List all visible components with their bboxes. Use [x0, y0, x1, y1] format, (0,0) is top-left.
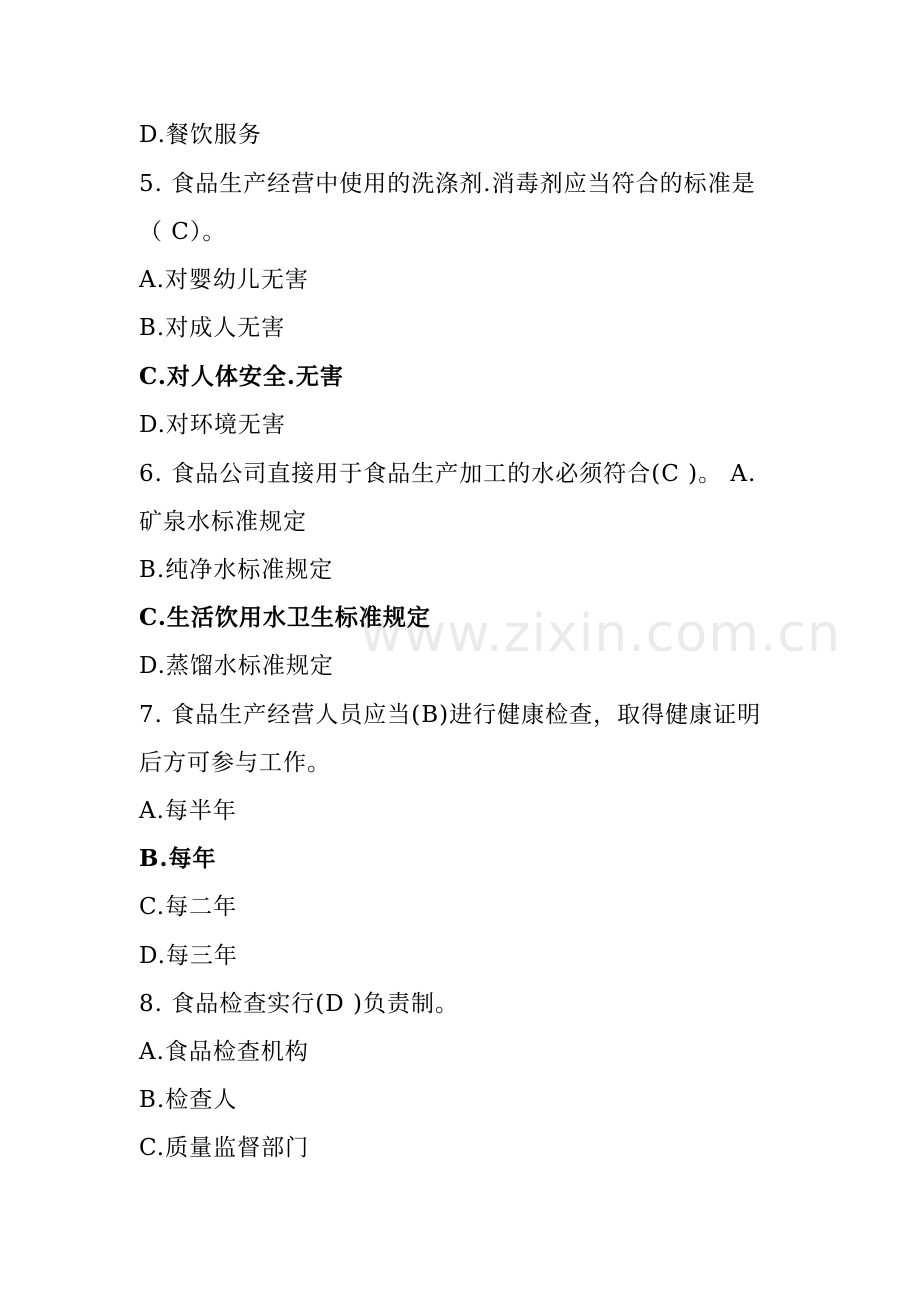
question-7-text-continued: 后方可参与工作。 [139, 750, 331, 776]
option-c-correct: C.生活饮用水卫生标准规定 [139, 604, 431, 631]
option-c: C.质量监督部门 [139, 1135, 310, 1161]
option-d: D.对环境无害 [139, 412, 286, 438]
option-a: A.对婴幼儿无害 [139, 267, 309, 293]
option-b-correct: B.每年 [139, 845, 217, 872]
question-5-text: 5. 食品生产经营中使用的洗涤剂.消毒剂应当符合的标准是 [139, 171, 756, 197]
option-c-correct: C.对人体安全.无害 [139, 363, 344, 390]
question-7-text: 7. 食品生产经营人员应当(B)进行健康检查，取得健康证明 [139, 702, 762, 728]
option-d: D.蒸馏水标准规定 [139, 653, 334, 679]
question-6-text: 6. 食品公司直接用于食品生产加工的水必须符合(C )。 A. [139, 461, 757, 487]
option-c: C.每二年 [139, 894, 238, 920]
option-b: B.对成人无害 [139, 315, 286, 341]
option-d: D.每三年 [139, 943, 238, 969]
option-a: A.食品检查机构 [139, 1039, 309, 1065]
watermark: www.zixin.com.cn [360, 604, 841, 664]
option-b: B.纯净水标准规定 [139, 557, 334, 583]
question-5-answer: （ C）。 [139, 219, 227, 245]
option-a: A.每半年 [139, 798, 237, 824]
question-8-text: 8. 食品检查实行(D )负责制。 [139, 991, 459, 1017]
option-b: B.检查人 [139, 1087, 238, 1113]
text-line: D.餐饮服务 [139, 122, 262, 148]
option-a-continued: 矿泉水标准规定 [139, 509, 307, 535]
